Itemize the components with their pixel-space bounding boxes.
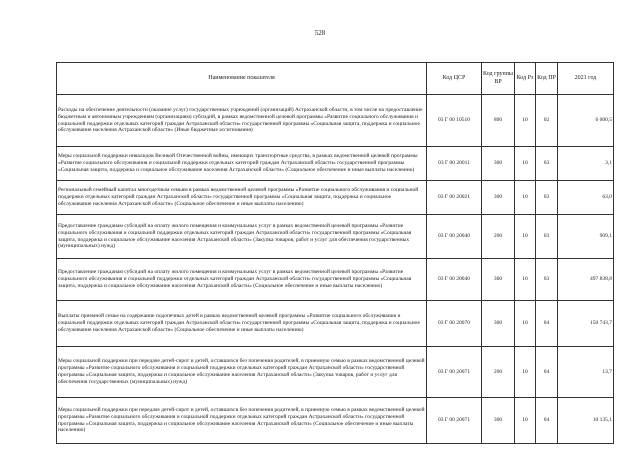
row-code: 03 Г 00 20040	[427, 259, 482, 301]
row-name: Предоставление гражданам субсидий на оплату жилого помещения и коммунальных услуг в рамках ведомственной целевой программы «Развитие социального обслуживания и социальной поддержки отдельных категорий граждан Астраханской области» государственной программы «Социальная защита, поддержка и социальное обслуживание населения Астраханской области» (Социальное обеспечение и иные выплаты населению)	[57, 259, 427, 301]
row-pr: 02	[536, 95, 558, 147]
header-pr: Код ПР	[536, 63, 558, 95]
header-vr: Код группы ВР	[482, 63, 515, 95]
row-vr: 300	[482, 259, 515, 301]
row-rz: 10	[515, 398, 536, 444]
table-header-row	[57, 63, 614, 95]
row-pr: 04	[536, 398, 558, 444]
table-row	[57, 347, 614, 398]
row-code: 03 Г 00 10510	[427, 95, 482, 147]
row-rz: 10	[515, 95, 536, 147]
row-sum: 497 838,8	[558, 259, 614, 301]
row-rz: 10	[515, 301, 536, 347]
table-row	[57, 215, 614, 259]
row-sum: 13,7	[558, 347, 614, 398]
row-code: 03 Г 00 20071	[427, 347, 482, 398]
row-pr: 04	[536, 301, 558, 347]
row-sum: 909,1	[558, 215, 614, 259]
row-rz: 10	[515, 147, 536, 181]
row-rz: 10	[515, 215, 536, 259]
row-name: Меры социальной поддержки при передаче детей-сирот и детей, оставшихся без попечения родителей, в приемную семью в рамках ведомственной целевой программы «Развитие социального обслуживания и социальной поддержки отдельных категорий граждан Астраханской области» государственной программы «Социальная защита, поддержка и социальное обслуживание населения Астраханской области» (Социальное обеспечение и иные выплаты населению)	[57, 398, 427, 444]
row-name: Региональный семейный капитал многодетным семьям в рамках ведомственной целевой программы «Развитие социального обслуживания и социальной поддержки отдельных категорий граждан Астраханской области» государственной программы «Социальная защита, поддержка и социальное обслуживание населения Астраханской области» (Социальное обеспечение и иные выплаты населению)	[57, 181, 427, 215]
row-code: 03 Г 00 20021	[427, 181, 482, 215]
table-row	[57, 301, 614, 347]
row-rz: 10	[515, 181, 536, 215]
row-name: Расходы на обеспечение деятельности (оказание услуг) государственных учреждений (организаций) Астраханской области, в том числе на предоставление бюджетным и автономным учреждениям (организациям) субсидий, в рамках ведомственной целевой программы «Развитие социального обслуживания и социальной поддержки отдельных категорий граждан Астраханской области» государственной программы «Социальная защита, поддержка и социальное обслуживание населения Астраханской области» (Иные бюджетные ассигнования)	[57, 95, 427, 147]
table-row	[57, 147, 614, 181]
row-sum: 3,1	[558, 147, 614, 181]
page-number: 528	[314, 29, 326, 37]
row-vr: 200	[482, 347, 515, 398]
header-rz: Код Рз	[515, 63, 536, 95]
row-sum: 150 743,7	[558, 301, 614, 347]
row-name: Меры социальной поддержки при передаче детей-сирот и детей, оставшихся без попечения родителей, в приемную семью в рамках ведомственной целевой программы «Развитие социального обслуживания и социальной поддержки отдельных категорий граждан Астраханской области» государственной программы «Социальная защита, поддержка и социальное обслуживание населения Астраханской области» (Закупка товаров, работ и услуг для обеспечения государственных (муниципальных) нужд)	[57, 347, 427, 398]
budget-table	[56, 62, 614, 444]
header-sum: 2021 год	[558, 63, 614, 95]
row-pr: 03	[536, 259, 558, 301]
row-code: 03 Г 00 20070	[427, 301, 482, 347]
row-rz: 10	[515, 259, 536, 301]
row-code: 03 Г 00 20071	[427, 398, 482, 444]
row-vr: 300	[482, 301, 515, 347]
row-rz: 10	[515, 347, 536, 398]
row-name: Предоставление гражданам субсидий на оплату жилого помещения и коммунальных услуг в рамках ведомственной целевой программы «Развитие социального обслуживания и социальной поддержки отдельных категорий граждан Астраханской области» государственной программы «Социальная защита, поддержка и социальное обслуживание населения Астраханской области» (Закупка товаров, работ и услуг для обеспечения государственных (муниципальных) нужд)	[57, 215, 427, 259]
row-pr: 03	[536, 215, 558, 259]
row-pr: 03	[536, 181, 558, 215]
header-code: Код ЦСР	[427, 63, 482, 95]
table-row	[57, 398, 614, 444]
row-vr: 200	[482, 215, 515, 259]
table-row	[57, 259, 614, 301]
row-vr: 800	[482, 95, 515, 147]
row-sum: 63,0	[558, 181, 614, 215]
table-row	[57, 95, 614, 147]
row-vr: 300	[482, 398, 515, 444]
row-name: Выплаты приемной семье на содержание подопечных детей в рамках ведомственной целевой программы «Развитие социального обслуживания и социальной поддержки отдельных категорий граждан Астраханской области» государственной программы «Социальная защита, поддержка и социальное обслуживание населения Астраханской области» (Социальное обеспечение и иные выплаты населению)	[57, 301, 427, 347]
row-vr: 300	[482, 147, 515, 181]
table-row	[57, 181, 614, 215]
row-code: 03 Г 00 20011	[427, 147, 482, 181]
row-pr: 03	[536, 147, 558, 181]
row-pr: 04	[536, 347, 558, 398]
row-vr: 300	[482, 181, 515, 215]
header-name: Наименование показателя	[57, 63, 427, 95]
row-sum: 6 000,5	[558, 95, 614, 147]
row-sum: 10 135,1	[558, 398, 614, 444]
row-name: Меры социальной поддержки инвалидов Великой Отечественной войны, имеющих транспортные средства, в рамках ведомственной целевой программы «Развитие социального обслуживания и социальной поддержки отдельных категорий граждан Астраханской области» государственной программы «Социальная защита, поддержка и социальное обслуживание населения Астраханской области» (Социальное обеспечение и иные выплаты населению)	[57, 147, 427, 181]
row-code: 03 Г 00 20040	[427, 215, 482, 259]
